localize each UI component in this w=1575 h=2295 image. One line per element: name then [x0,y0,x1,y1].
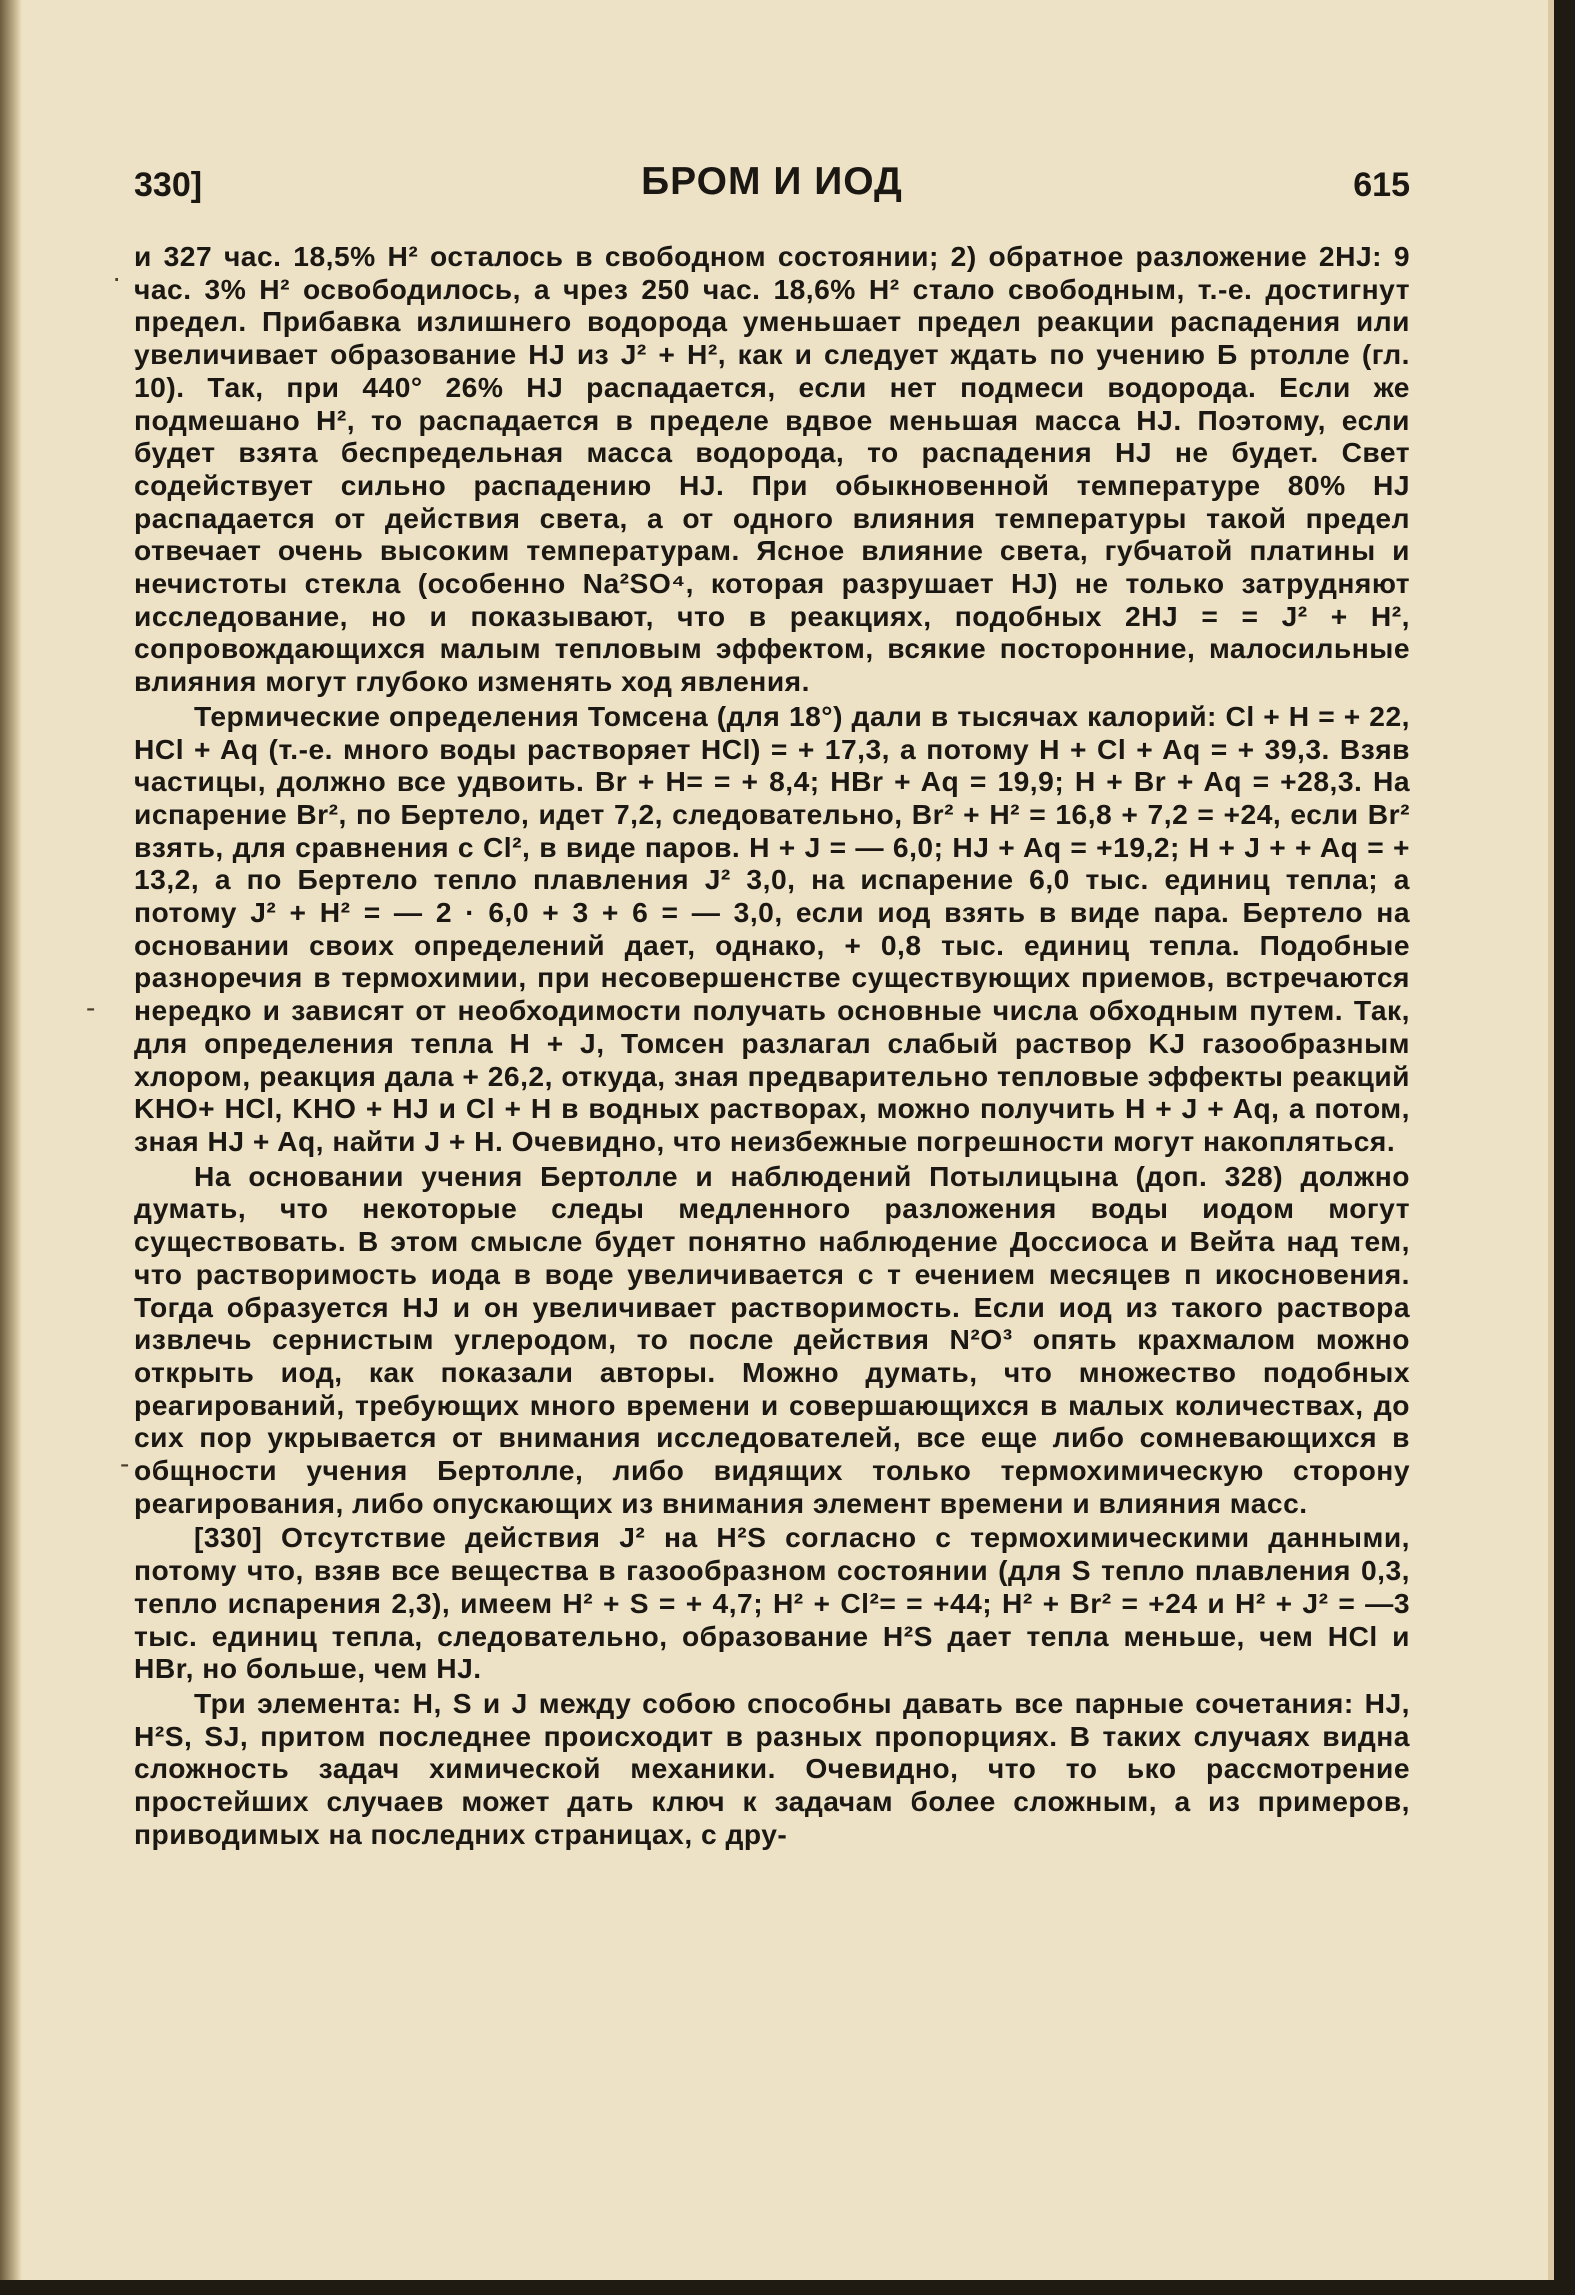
section-number: 330] [134,166,203,204]
margin-mark: - [86,992,96,1023]
paragraph: и 327 час. 18,5% H² осталось в свободном состоянии; 2) обратное разложение 2HJ: 9 час. 3% H² освободилось, а чрез 250 час. 18,6% H² стало свободным, т.-е. достигнут предел. Прибавка излишнего водорода уменьшает предел реакции распадения или увеличивает образование HJ из J² + H², как и следует ждать по учению Б ртолле (гл. 10). Так, при 440° 26% HJ распадается, если нет подмеси водорода. Если же подмешано H², то распадается в пределе вдвое меньшая масса HJ. Поэтому, если будет взята беспредельная масса водорода, то распадения HJ не будет. Свет содействует сильно распадению HJ. При обыкновенной температуре 80% HJ распадается от действия света, а от одного влияния температуры такой предел отвечает очень высоким температурам. Ясное влияние света, губчатой платины и нечистоты стекла (особенно Na²SO⁴, которая разрушает HJ) не только затрудняют исследование, но и показывают, что в реакциях, подобных 2HJ = = J² + H², сопровождающихся малым тепловым эффектом, всякие посторонние, малосильные влияния могут глубоко изменять ход явления. [134,240,1410,698]
paragraph: Три элемента: H, S и J между собою способны давать все парные сочетания: HJ, H²S, SJ, притом последнее происходит в разных пропорциях. В таких случаях видна сложность задач химической механики. Очевидно, что то ько рассмотрение простейших случаев может дать ключ к задачам более сложным, а из примеров, приводимых на последних страницах, с дру- [134,1686,1410,1850]
margin-mark: - [120,1448,130,1479]
paragraph: [330] Отсутствие действия J² на H²S согласно с термохимическими данными, потому что, взяв все вещества в газообразном состоянии (для S тепло плавления 0,3, тепло испарения 2,3), имеем H² + S = + 4,7; H² + Cl²= = +44; H² + Br² = +24 и H² + J² = —3 тыс. единиц тепла, следовательно, образование H²S дает тепла меньше, чем HCl и HBr, но больше, чем HJ. [134,1521,1410,1685]
page-number: 615 [1353,166,1410,204]
running-header [134,160,1410,210]
chapter-title: БРОМ И ИОД [641,160,903,203]
paragraph: Термические определения Томсена (для 18°) дали в тысячах калорий: Cl + H = + 22, HCl + Aq (т.-е. много воды растворяет HCl) = + 17,3, а потому H + Cl + Aq = + 39,3. Взяв частицы, должно все удвоить. Br + H= = + 8,4; HBr + Aq = 19,9; H + Br + Aq = +28,3. На испарение Br², по Бертело, идет 7,2, следовательно, Br² + H² = 16,8 + 7,2 = +24, если Br² взять, для сравнения с Cl², в виде паров. H + J = — 6,0; HJ + Aq = +19,2; H + J + + Aq = + 13,2, а по Бертело тепло плавления J² 3,0, на испарение 6,0 тыс. единиц тепла; а потому J² + H² = — 2 · 6,0 + 3 + 6 = — 3,0, если иод взять в виде пара. Бертело на основании своих определений дает, однако, + 0,8 тыс. единиц тепла. Подобные разноречия в термохимии, при несовершенстве существующих приемов, встречаются нередко и зависят от необходимости получать основные числа обходным путем. Так, для определения тепла H + J, Томсен разлагал слабый раствор KJ газообразным хлором, реакция дала + 26,2, откуда, зная предварительно тепловые эффекты реакций KHO+ HCl, KHO + HJ и Cl + H в водных растворах, можно получить H + J + Aq, а потом, зная HJ + Aq, найти J + H. Очевидно, что неизбежные погрешности могут накопляться. [134,699,1410,1157]
text-body [134,240,1410,2240]
page-binding-edge [0,0,22,2280]
margin-mark: · [112,262,122,293]
paragraph: На основании учения Бертолле и наблюдений Потылицына (доп. 328) должно думать, что некоторые следы медленного разложения воды иодом могут существовать. В этом смысле будет понятно наблюдение Доссиоса и Вейта над тем, что растворимость иода в воде увеличивается с т ечением месяцев п икосновения. Тогда образуется HJ и он увеличивает растворимость. Если иод из такого раствора извлечь сернистым углеродом, то после действия N²O³ опять крахмалом можно открыть иод, как показали авторы. Можно думать, что множество подобных реагирований, требующих много времени и совершающихся в малых количествах, до сих пор укрывается от внимания исследователей, все еще либо сомневающихся в общности учения Бертолле, либо видящих только термохимическую сторону реагирования, либо опускающих из внимания элемент времени и влияния масс. [134,1159,1410,1519]
